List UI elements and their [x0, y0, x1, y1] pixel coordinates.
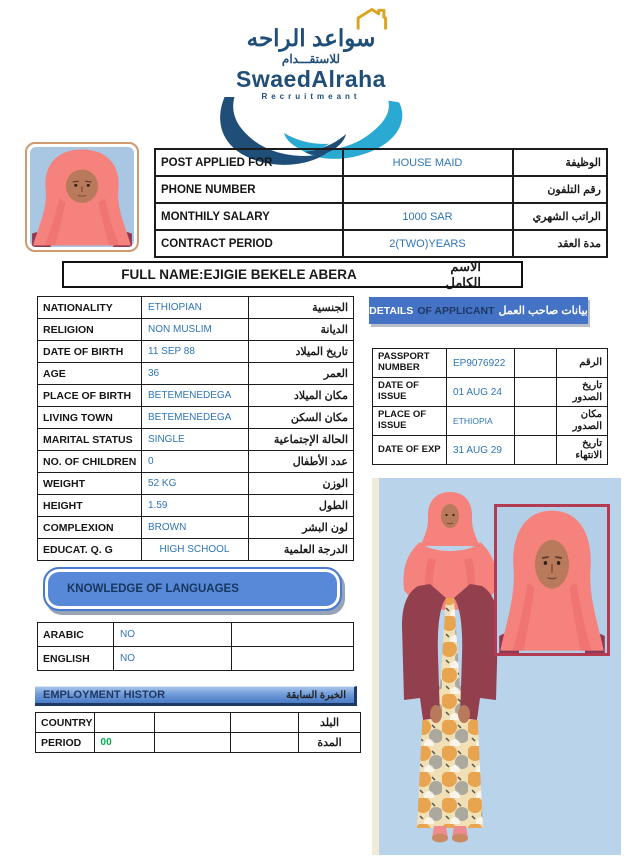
applicant-headshot-image [497, 507, 607, 653]
employment-history-banner [35, 686, 357, 706]
field-arabic-label: عدد الأطفال [249, 451, 354, 473]
field-value: 2(TWO)YEARS [343, 230, 513, 257]
table-row [155, 176, 607, 203]
field-arabic-label: لون البشر [249, 517, 354, 539]
photo-edge-strip [372, 478, 379, 855]
field-value: BETEMENEDEGA [142, 385, 249, 407]
post-details-table [154, 148, 608, 258]
full-name-arabic: الاسم الكامل [445, 258, 481, 290]
field-arabic-label: الطول [249, 495, 354, 517]
field-value: 1000 SAR [343, 203, 513, 230]
applicant-photo-panel [372, 478, 621, 855]
logo-brand-name: SwaedAlraha [236, 66, 386, 92]
field-value: ETHIOPIA [447, 407, 515, 436]
empty-cell [230, 713, 298, 733]
table-row [38, 319, 354, 341]
employment-history-table [35, 712, 361, 753]
field-value: HIGH SCHOOL [142, 539, 249, 561]
languages-banner-text: KNOWLEDGE OF LANGUAGES [67, 583, 239, 595]
field-label: HEIGHT [38, 495, 142, 517]
employment-banner-text: EMPLOYMENT HISTOR [43, 689, 166, 701]
field-arabic-label: الجنسية [249, 297, 354, 319]
logo-arabic-title: سواعد الراحه [246, 25, 376, 51]
table-row [38, 407, 354, 429]
table-row [36, 733, 361, 753]
field-value: HOUSE MAID [343, 149, 513, 176]
field-value: NO [114, 647, 232, 671]
field-label: NATIONALITY [38, 297, 142, 319]
table-row [38, 623, 354, 647]
passport-details-table [372, 348, 608, 465]
full-name-box [62, 258, 523, 290]
field-label: DATE OF ISSUE [373, 378, 447, 407]
table-row [373, 349, 608, 378]
banner-text-white: DETAILS [369, 304, 414, 317]
field-arabic-label: البلد [298, 713, 360, 733]
field-label: RELIGION [38, 319, 142, 341]
field-arabic-label: مكان السكن [249, 407, 354, 429]
field-arabic-label: الدرجة العلمية [249, 539, 354, 561]
field-label: COUNTRY [36, 713, 95, 733]
details-of-applicant-banner [369, 297, 588, 324]
field-label: PLACE OF BIRTH [38, 385, 142, 407]
applicant-full-body-photo [390, 486, 510, 844]
table-row [373, 378, 608, 407]
field-arabic-label: الحالة الإجتماعية [249, 429, 354, 451]
table-row [373, 436, 608, 465]
field-arabic-label: الديانة [249, 319, 354, 341]
table-row [373, 407, 608, 436]
employment-banner-arabic: الخبرة السابقة [286, 689, 346, 701]
applicant-id-photo [25, 142, 139, 252]
field-label: EDUCAT. Q. G [38, 539, 142, 561]
table-row [38, 429, 354, 451]
table-row [36, 713, 361, 733]
empty-cell [232, 647, 354, 671]
field-label: MARITAL STATUS [38, 429, 142, 451]
empty-cell [515, 407, 557, 436]
field-label: COMPLEXION [38, 517, 142, 539]
field-arabic-label: العمر [249, 363, 354, 385]
field-arabic-label: تاريخ الصدور [557, 378, 608, 407]
table-row [155, 149, 607, 176]
field-arabic-label: مدة العقد [513, 230, 607, 257]
field-label: DATE OF EXP [373, 436, 447, 465]
empty-cell [515, 378, 557, 407]
table-row [155, 203, 607, 230]
table-row [38, 473, 354, 495]
empty-cell [154, 733, 230, 753]
field-label: DATE OF BIRTH [38, 341, 142, 363]
field-label: PERIOD [36, 733, 95, 753]
table-row [38, 539, 354, 561]
empty-cell [515, 349, 557, 378]
field-value: 00 [94, 733, 154, 753]
field-value: 52 KG [142, 473, 249, 495]
table-row [38, 517, 354, 539]
table-row [38, 363, 354, 385]
applicant-headshot-image [30, 147, 134, 247]
field-arabic-label: مكان الميلاد [249, 385, 354, 407]
field-arabic-label: الراتب الشهري [513, 203, 607, 230]
table-row [38, 385, 354, 407]
field-value: 1.59 [142, 495, 249, 517]
field-label: WEIGHT [38, 473, 142, 495]
field-label: NO. OF CHILDREN [38, 451, 142, 473]
field-value: BETEMENEDEGA [142, 407, 249, 429]
field-label: PLACE OF ISSUE [373, 407, 447, 436]
logo-tagline: Recruitmeant [261, 92, 361, 101]
banner-text-navy: OF APPLICANT [417, 304, 495, 317]
field-value: 36 [142, 363, 249, 385]
field-value: ETHIOPIAN [142, 297, 249, 319]
house-icon [350, 6, 404, 30]
field-label: ARABIC [38, 623, 114, 647]
field-value: NO [114, 623, 232, 647]
field-arabic-label: تاريخ الميلاد [249, 341, 354, 363]
full-name-text: FULL NAME:EJIGIE BEKELE ABERA [121, 267, 357, 282]
field-label: PASSPORT NUMBER [373, 349, 447, 378]
field-value [343, 176, 513, 203]
field-label: AGE [38, 363, 142, 385]
table-row [38, 297, 354, 319]
field-label: POST APPLIED FOR [155, 149, 343, 176]
field-label: MONTHILY SALARY [155, 203, 343, 230]
field-arabic-label: مكان الصدور [557, 407, 608, 436]
field-value: 01 AUG 24 [447, 378, 515, 407]
banner-text-arabic: بيانات صاحب العمل [498, 305, 588, 317]
empty-cell [230, 733, 298, 753]
field-value: 0 [142, 451, 249, 473]
table-row [38, 341, 354, 363]
field-arabic-label: الرقم [557, 349, 608, 378]
field-value [94, 713, 154, 733]
languages-table [37, 622, 354, 671]
field-arabic-label: الوظيفة [513, 149, 607, 176]
knowledge-of-languages-banner [43, 567, 342, 611]
field-arabic-label: تاريخ الانتهاء [557, 436, 608, 465]
field-value: EP9076922 [447, 349, 515, 378]
table-row [38, 647, 354, 671]
field-arabic-label: الوزن [249, 473, 354, 495]
logo-arabic-subtitle: للاستقـــدام [281, 52, 341, 66]
empty-cell [154, 713, 230, 733]
field-value: NON MUSLIM [142, 319, 249, 341]
table-row [38, 451, 354, 473]
field-label: ENGLISH [38, 647, 114, 671]
field-label: LIVING TOWN [38, 407, 142, 429]
personal-details-table [37, 296, 354, 561]
field-label: PHONE NUMBER [155, 176, 343, 203]
table-row [155, 230, 607, 257]
table-row [38, 495, 354, 517]
empty-cell [232, 623, 354, 647]
field-value: 11 SEP 88 [142, 341, 249, 363]
applicant-inset-headshot [494, 504, 610, 656]
field-arabic-label: رقم التلفون [513, 176, 607, 203]
field-arabic-label: المدة [298, 733, 360, 753]
field-value: BROWN [142, 517, 249, 539]
field-value: 31 AUG 29 [447, 436, 515, 465]
field-value: SINGLE [142, 429, 249, 451]
empty-cell [515, 436, 557, 465]
field-label: CONTRACT PERIOD [155, 230, 343, 257]
